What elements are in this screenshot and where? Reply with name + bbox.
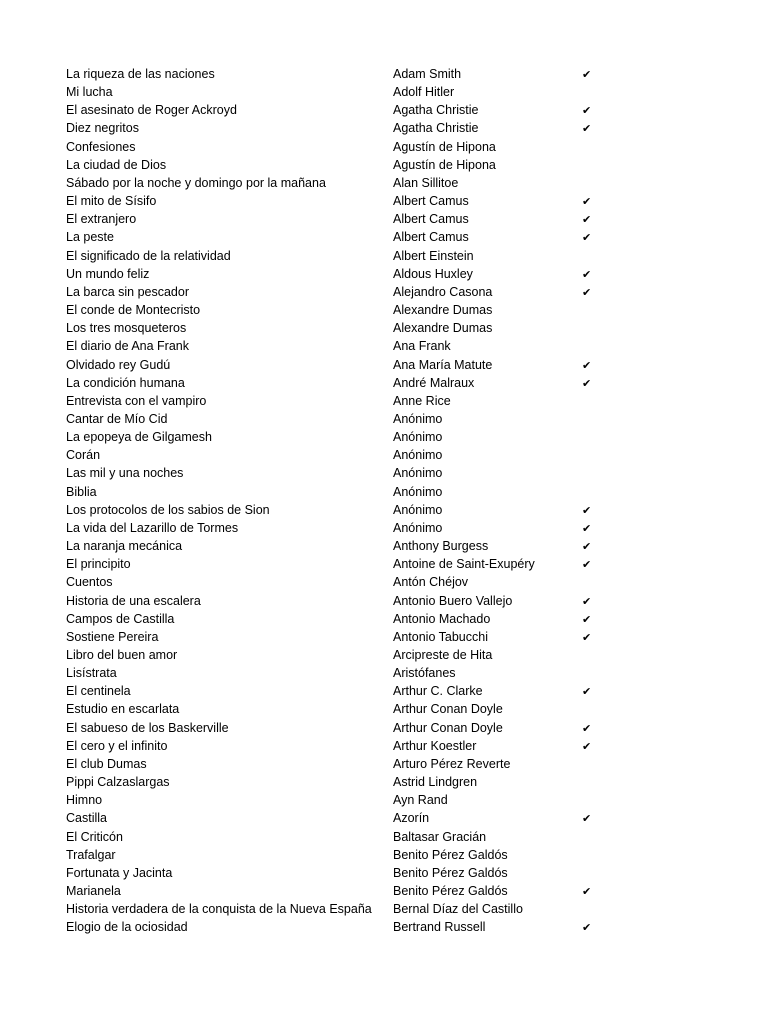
book-title: Lisístrata (66, 666, 117, 681)
book-author: Arthur Koestler (393, 738, 477, 753)
book-title: Un mundo feliz (66, 266, 150, 281)
book-title: La vida del Lazarillo de Tormes (66, 520, 239, 535)
checkmark-icon: ✔ (582, 231, 592, 245)
book-title: Biblia (66, 484, 97, 499)
book-title: Entrevista con el vampiro (66, 393, 207, 408)
book-row (0, 519, 768, 537)
checkmark-icon: ✔ (582, 885, 592, 899)
book-author: Antonio Tabucchi (393, 629, 488, 644)
book-row (0, 228, 768, 246)
book-row (0, 356, 768, 374)
checkmark-icon: ✔ (582, 213, 592, 227)
book-author: Antoine de Saint-Exupéry (393, 557, 535, 572)
book-title: Libro del buen amor (66, 648, 178, 662)
book-row (0, 719, 768, 737)
book-row (0, 737, 768, 755)
book-row (0, 846, 768, 864)
book-title: El cero y el infinito (66, 738, 168, 753)
book-row (0, 192, 768, 210)
book-title: Los tres mosqueteros (66, 321, 187, 336)
book-row (0, 610, 768, 628)
book-author: Bernal Díaz del Castillo (393, 902, 523, 917)
book-title: El mito de Sísifo (66, 194, 157, 209)
book-author: Benito Pérez Galdós (393, 884, 508, 899)
book-row (0, 65, 768, 83)
book-row (0, 882, 768, 900)
book-author: Antonio Buero Vallejo (393, 593, 513, 608)
book-row (0, 119, 768, 137)
book-row (0, 156, 768, 174)
book-title: Castilla (66, 811, 107, 826)
book-author: Arthur C. Clarke (393, 684, 483, 699)
book-author: Adolf Hitler (393, 85, 455, 100)
book-list (0, 65, 768, 937)
book-title: Historia verdadera de la conquista de la Nueva España (66, 902, 372, 917)
book-author: Antonio Machado (393, 611, 491, 626)
book-author: Ayn Rand (393, 793, 448, 808)
checkmark-icon: ✔ (582, 812, 592, 826)
book-row (0, 446, 768, 464)
book-title: Corán (66, 448, 101, 463)
book-author: Ana Frank (393, 339, 451, 354)
book-title: La peste (66, 230, 114, 245)
book-author: Antón Chéjov (393, 575, 469, 590)
checkmark-icon: ✔ (582, 358, 592, 372)
book-author: Albert Camus (393, 194, 469, 209)
book-author: Ana María Matute (393, 357, 493, 372)
book-row (0, 809, 768, 827)
book-author: Bertrand Russell (393, 920, 486, 935)
checkmark-icon: ✔ (582, 739, 592, 753)
book-title: Confesiones (66, 139, 136, 154)
checkmark-icon: ✔ (582, 558, 592, 572)
book-author: Arturo Pérez Reverte (393, 756, 511, 771)
book-title: Sábado por la noche y domingo por la mañana (66, 175, 326, 190)
book-row (0, 900, 768, 918)
book-author: Anne Rice (393, 393, 451, 408)
book-title: Elogio de la ociosidad (66, 920, 188, 935)
book-author: Baltasar Gracián (393, 829, 487, 844)
book-author: Albert Camus (393, 230, 469, 245)
book-title: Cantar de Mío Cid (66, 411, 168, 426)
book-row (0, 864, 768, 882)
book-title: La condición humana (66, 375, 185, 390)
book-title: Olvidado rey Gudú (66, 357, 171, 372)
book-row (0, 755, 768, 773)
book-row (0, 247, 768, 265)
book-row (0, 573, 768, 591)
book-title: La ciudad de Dios (66, 157, 167, 172)
book-title: Marianela (66, 884, 121, 899)
book-title: El extranjero (66, 212, 137, 227)
book-author: Anónimo (393, 411, 443, 426)
checkmark-icon: ✔ (582, 594, 592, 608)
book-row (0, 646, 768, 664)
book-title: Trafalgar (66, 847, 116, 862)
book-title: Fortunata y Jacinta (66, 865, 173, 880)
book-row (0, 791, 768, 809)
book-author: Azorín (393, 811, 430, 826)
checkmark-icon: ✔ (582, 267, 592, 281)
checkmark-icon: ✔ (582, 612, 592, 626)
book-row (0, 428, 768, 446)
book-title: Diez negritos (66, 121, 139, 136)
book-author: Alexandre Dumas (393, 321, 493, 336)
book-title: El conde de Montecristo (66, 303, 201, 318)
book-author: Aldous Huxley (393, 266, 473, 281)
checkmark-icon: ✔ (582, 68, 592, 81)
checkmark-icon: ✔ (582, 376, 592, 390)
book-author: Albert Einstein (393, 248, 474, 263)
book-author: Benito Pérez Galdós (393, 847, 508, 862)
book-row (0, 537, 768, 555)
book-row (0, 392, 768, 410)
book-row (0, 138, 768, 156)
book-author: Alan Sillitoe (393, 175, 459, 190)
book-author: Agustín de Hipona (393, 139, 496, 154)
book-author: Anónimo (393, 430, 443, 445)
book-row (0, 301, 768, 319)
book-author: Anthony Burgess (393, 539, 489, 554)
book-author: Adam Smith (393, 67, 462, 81)
book-author: Alejandro Casona (393, 284, 493, 299)
book-title: Pippi Calzaslargas (66, 775, 170, 790)
book-row (0, 283, 768, 301)
book-row (0, 483, 768, 501)
book-author: Agatha Christie (393, 121, 479, 136)
book-row (0, 773, 768, 791)
book-title: Cuentos (66, 575, 113, 590)
book-row (0, 628, 768, 646)
book-author: Benito Pérez Galdós (393, 865, 508, 880)
book-row (0, 410, 768, 428)
book-author: Arthur Conan Doyle (393, 702, 503, 717)
book-title: Campos de Castilla (66, 611, 175, 626)
book-row (0, 501, 768, 519)
book-row (0, 83, 768, 101)
checkmark-icon: ✔ (582, 503, 592, 517)
checkmark-icon: ✔ (582, 540, 592, 554)
book-author: Aristófanes (393, 666, 456, 681)
book-author: Arcipreste de Hita (393, 648, 493, 662)
book-author: Anónimo (393, 502, 443, 517)
checkmark-icon: ✔ (582, 104, 592, 118)
book-row (0, 319, 768, 337)
book-title: El centinela (66, 684, 131, 699)
book-title: Himno (66, 793, 103, 808)
book-author: Albert Camus (393, 212, 469, 227)
book-row (0, 700, 768, 718)
book-row (0, 555, 768, 573)
book-row (0, 682, 768, 700)
book-title: Sostiene Pereira (66, 629, 159, 644)
book-title: Mi lucha (66, 85, 113, 100)
checkmark-icon: ✔ (582, 721, 592, 735)
book-title: Historia de una escalera (66, 593, 201, 608)
book-title: El club Dumas (66, 756, 147, 771)
book-title: Los protocolos de los sabios de Sion (66, 502, 270, 517)
book-row (0, 918, 768, 936)
book-row (0, 210, 768, 228)
book-title: El sabueso de los Baskerville (66, 720, 229, 735)
checkmark-icon: ✔ (582, 521, 592, 535)
book-author: Agatha Christie (393, 103, 479, 118)
checkmark-icon: ✔ (582, 195, 592, 209)
book-title: El diario de Ana Frank (66, 339, 189, 354)
checkmark-icon: ✔ (582, 921, 592, 935)
book-title: El Criticón (66, 829, 123, 844)
book-title: La riqueza de las naciones (66, 67, 215, 81)
checkmark-icon: ✔ (582, 122, 592, 136)
book-title: La barca sin pescador (66, 284, 189, 299)
book-author: Anónimo (393, 484, 443, 499)
book-title: El significado de la relatividad (66, 248, 231, 263)
book-title: El principito (66, 557, 131, 572)
book-author: Astrid Lindgren (393, 775, 478, 790)
book-row (0, 337, 768, 355)
book-author: Anónimo (393, 520, 443, 535)
book-row (0, 664, 768, 682)
checkmark-icon: ✔ (582, 685, 592, 699)
book-title: El asesinato de Roger Ackroyd (66, 103, 237, 118)
book-author: Alexandre Dumas (393, 303, 493, 318)
book-title: Las mil y una noches (66, 466, 184, 481)
book-row (0, 592, 768, 610)
book-row (0, 828, 768, 846)
book-author: André Malraux (393, 375, 475, 390)
book-title: La epopeya de Gilgamesh (66, 430, 212, 445)
book-row (0, 374, 768, 392)
checkmark-icon: ✔ (582, 630, 592, 644)
book-author: Anónimo (393, 466, 443, 481)
book-title: Estudio en escarlata (66, 702, 180, 717)
book-title: La naranja mecánica (66, 539, 183, 554)
book-row (0, 174, 768, 192)
book-row (0, 464, 768, 482)
book-row (0, 101, 768, 119)
book-author: Arthur Conan Doyle (393, 720, 503, 735)
book-author: Anónimo (393, 448, 443, 463)
book-author: Agustín de Hipona (393, 157, 496, 172)
checkmark-icon: ✔ (582, 285, 592, 299)
book-row (0, 265, 768, 283)
